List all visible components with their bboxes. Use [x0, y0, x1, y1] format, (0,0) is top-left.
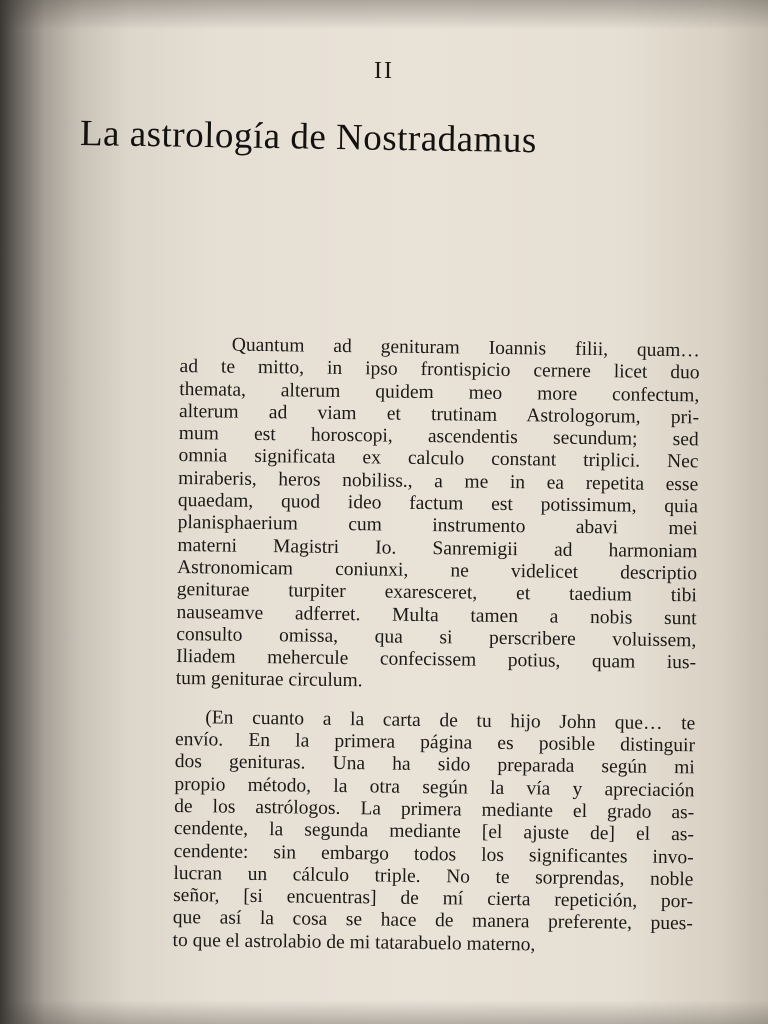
text-line: envío. En la primera página es posible distinguir	[174, 729, 696, 757]
latin-paragraph	[176, 334, 700, 697]
text-line: Astronomicam coniunxi, ne videlicet descriptio	[177, 556, 698, 585]
text-line: to que el astrolabio de mi tatarabuelo materno,	[172, 929, 536, 956]
text-line: miraberis, heros nobiliss., a me in ea repetita esse	[178, 467, 699, 496]
text-line: que así la cosa se hace de manera preferente, pues-	[172, 907, 693, 935]
chapter-title: La astrología de Nostradamus	[79, 113, 538, 162]
body-text	[172, 334, 700, 958]
text-line: Iliadem mehercule confecissem potius, quam ius-	[175, 646, 697, 674]
text-line: ad te mitto, in ipso frontispicio cernere licet duo	[179, 356, 700, 384]
text-line: mum est horoscopi, ascendentis secundum; sed	[178, 423, 699, 451]
text-line: alterum ad viam et trutinam Astrologorum, pri-	[178, 400, 700, 429]
text-line: geniturae turpiter exaresceret, et taedium tibi	[176, 579, 697, 607]
text-line: nauseamve adferret. Multa tamen a nobis sunt	[176, 601, 697, 629]
text-line: dos genituras. Una ha sido preparada según mi	[174, 751, 695, 779]
text-line: lucran un cálculo triple. No te sorprendas, noble	[173, 862, 694, 891]
text-line: propio método, la otra según la vía y apreciación	[174, 773, 695, 801]
text-line: (En cuanto a la carta de tu hijo John que… te	[205, 707, 696, 735]
text-line: de los astrólogos. La primera mediante el grado as-	[174, 795, 695, 824]
text-line: planisphaerium cum instrumento abavi mei	[177, 512, 698, 540]
text-line: quaedam, quod ideo factum est potissimum, quia	[177, 490, 699, 518]
text-line: Quantum ad genituram Ioannis filii, quam…	[231, 334, 700, 362]
text-line: cendente, la segunda mediante [el ajuste de] el as-	[173, 818, 695, 846]
text-line: omnia significata ex calculo constant triplici. Nec	[178, 445, 699, 473]
text-line: themata, alterum quidem meo more confectum,	[179, 378, 700, 406]
text-line: tum geniturae circulum.	[175, 668, 363, 692]
text-line: consulto omissa, qua si perscribere voluissem,	[176, 623, 697, 652]
text-line: señor, [si encuentras] de mí cierta repetición, por-	[173, 885, 694, 913]
text-line: cendente: sin embargo todos los significantes invo-	[173, 840, 694, 868]
text-line: materni Magistri Io. Sanremigii ad harmoniam	[177, 534, 698, 563]
spanish-paragraph	[172, 707, 695, 959]
chapter-number: II	[374, 58, 394, 84]
